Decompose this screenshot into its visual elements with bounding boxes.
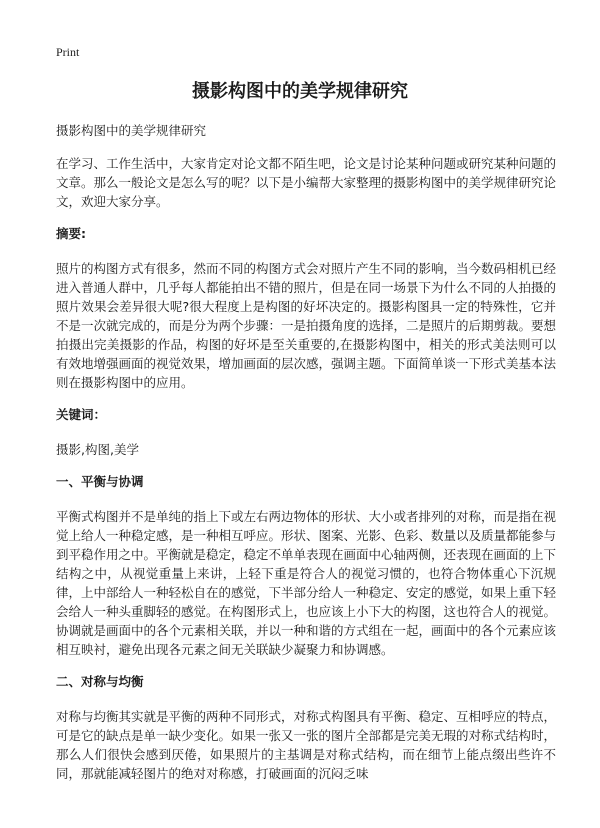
document-title: 摄影构图中的美学规律研究 [192,81,408,102]
section-paragraph-balance: 平衡式构图并不是单纯的指上下或左右两边物体的形状、大小或者排列的对称，而是指在视觉上给人一种稳定感，是一种相互呼应。形状、图案、光影、色彩、数量以及质量都能参与到平稳作用之中。平衡就是稳定，稳定不单单表现在画面中心轴两侧，还表现在画面的上下结构之中，从视觉重量上来讲，上轻下重是符合人的视觉习惯的，也符合物体重心下沉规律，上中部给人一种轻松自在的感觉，下半部分给人一种稳定、安定的感觉，如果上重下轻会给人一种头重脚轻的感觉。在构图形式上，也应该上小下大的构图，这也符合人的视觉。协调就是画面中的各个元素相关联，并以一种和谐的方式组在一起，画面中的各个元素应该相互映衬，避免出现各元素之间无关联缺少凝聚力和协调感。 [56,509,557,657]
document-subtitle: 摄影构图中的美学规律研究 [56,123,207,138]
keywords-heading: 关键词： [56,407,107,422]
section-heading-balance: 一、平衡与协调 [56,474,144,489]
abstract-heading: 摘要: [56,226,87,241]
keywords-heading-text: 关键词 [56,407,94,422]
abstract-paragraph: 照片的构图方式有很多，然而不同的构图方式会对照片产生不同的影响，当今数码相机已经进入普通人群中，几乎每人都能拍出不错的照片，但是在同一场景下为什么不同的人拍摄的照片效果会差异很大呢?很大程度上是构图的好坏决定的。摄影构图具一定的特殊性，它并不是一次就完成的，而是分为两个步骤：一是拍摄角度的选择，二是照片的后期剪裁。要想拍摄出完美摄影的作品，构图的好坏是至关重要的,在摄影构图中，相关的形式美法则可以有效地增强画面的视觉效果，增加画面的层次感，强调主题。下面简单谈一下形式美基本法则在摄影构图中的应用。 [56,261,557,390]
section-heading-symmetry: 二、对称与均衡 [56,674,144,689]
intro-paragraph: 在学习、工作生活中，大家肯定对论文都不陌生吧，论文是讨论某种问题或研究某种问题的文章。那么一般论文是怎么写的呢？以下是小编帮大家整理的摄影构图中的美学规律研究论文，欢迎大家分享。 [56,156,557,209]
abstract-heading-text: 摘要 [56,226,82,241]
print-link[interactable]: Print [56,45,80,59]
section-paragraph-symmetry: 对称与均衡其实就是平衡的两种不同形式，对称式构图具有平衡、稳定、互相呼应的特点，可是它的缺点是单一缺少变化。如果一张又一张的图片全部都是完美无瑕的对称式结构时，那么人们很快会感到厌倦，如果照片的主基调是对称式结构，而在细节上能点缀出些许不同，那就能减轻图片的绝对对称感，打破画面的沉闷乏味 [56,709,557,781]
keywords-paragraph: 摄影,构图,美学 [56,442,139,457]
